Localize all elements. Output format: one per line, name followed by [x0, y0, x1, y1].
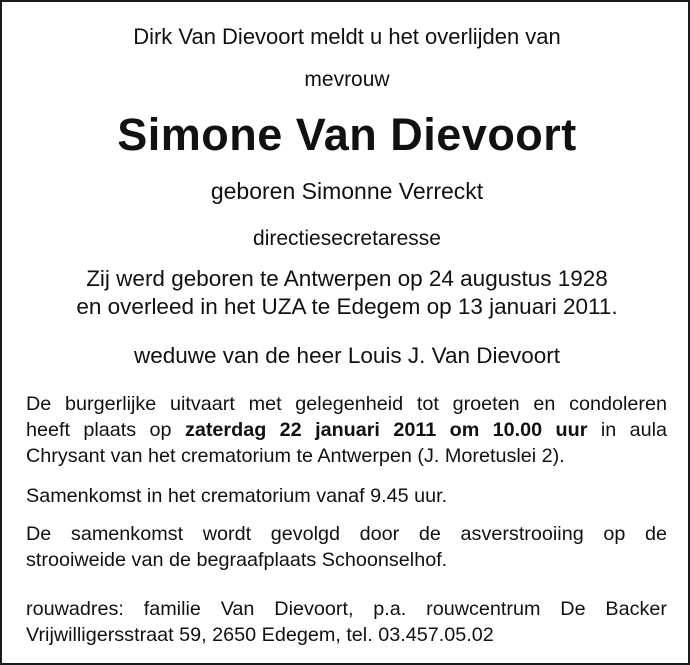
birth-line: Zij werd geboren te Antwerpen op 24 augustus 1928: [86, 266, 608, 291]
funeral-date-time: zaterdag 22 januari 2011 om 10.00 uur: [184, 419, 588, 441]
address-line-1: rouwadres: familie Van Dievoort, p.a. rouwcentrum De Backer: [26, 598, 667, 620]
funeral-line-2: [26, 417, 667, 443]
scattering-paragraph: [26, 521, 667, 573]
funeral-paragraph: [26, 391, 667, 469]
scattering-line-2: strooiweide van de begraafplaats Schoonselhof.: [26, 549, 448, 571]
gathering-line: Samenkomst in het crematorium vanaf 9.45 uur.: [26, 485, 448, 507]
address-line-2: Vrijwilligersstraat 59, 2650 Edegem, tel. 03.457.05.02: [26, 624, 494, 646]
funeral-line-2-suffix: in aula: [587, 419, 668, 441]
born-name: geboren Simonne Verreckt: [210, 178, 484, 204]
death-line: en overleed in het UZA te Edegem op 13 januari 2011.: [76, 294, 618, 319]
gathering-paragraph: [26, 483, 667, 509]
life-dates: [2, 265, 690, 321]
title-word: mevrouw: [304, 68, 390, 91]
widow-line: weduwe van de heer Louis J. Van Dievoort: [133, 343, 561, 368]
deceased-name: Simone Van Dievoort: [117, 109, 577, 160]
announcer-line: Dirk Van Dievoort meldt u het overlijden van: [133, 24, 561, 49]
funeral-line-1: De burgerlijke uitvaart met gelegenheid tot groeten en condoleren: [26, 393, 667, 415]
funeral-line-2-prefix: heeft plaats op: [26, 419, 185, 441]
scattering-line-1: De samenkomst wordt gevolgd door de asverstrooiing op de: [26, 523, 667, 545]
funeral-line-3: Chrysant van het crematorium te Antwerpen (J. Moretuslei 2).: [26, 445, 565, 467]
address-paragraph: [26, 596, 667, 648]
profession: directiesecretaresse: [253, 227, 441, 250]
